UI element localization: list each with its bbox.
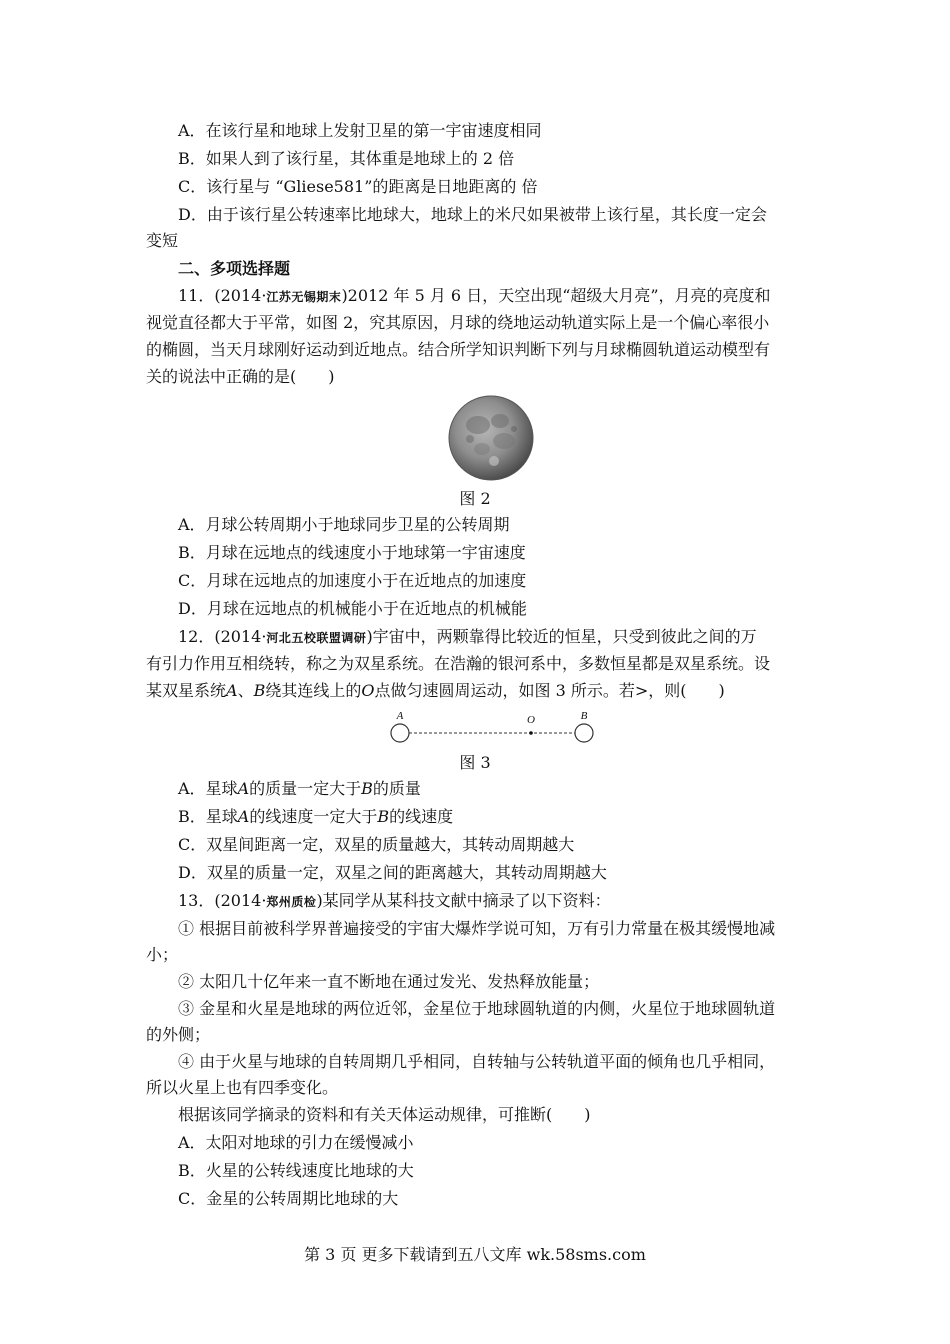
q12-stem-line3 [146,680,810,702]
star-a-circle [391,724,409,742]
q13-item1-line1: ① 根据目前被科学界普遍接受的宇宙大爆炸学说可知，万有引力常量在极其缓慢地减 [178,919,776,938]
q10-option-d: D．由于该行星公转速率比地球大，地球上的米尺如果被带上该行星，其长度一定会 [178,205,767,224]
q12-option-c: C．双星间距离一定，双星的质量越大，其转动周期越大 [178,835,575,854]
q13-option-c: C．金星的公转周期比地球的大 [178,1189,399,1208]
point-o-label: O [361,681,375,700]
q12-option-d: D．双星的质量一定，双星之间的距离越大，其转动周期越大 [178,863,607,882]
q11-stem-line4: 关的说法中正确的是( ) [146,367,335,386]
figure-label-a: A [396,710,404,722]
q13-question: 根据该同学摘录的资料和有关天体运动规律，可推断( ) [178,1105,591,1124]
point-o-dot [529,731,533,735]
q10-option-b: B．如果人到了该行星，其体重是地球上的 2 倍 [178,149,515,168]
q13-item3-line2: 的外侧； [146,1025,211,1044]
q13-item4-line1: ④ 由于火星与地球的自转周期几乎相同，自转轴与公转轨道平面的倾角也几乎相同， [178,1052,776,1071]
q11-source: 江苏无锡期末 [266,290,342,304]
q13-option-a: A．太阳对地球的引力在缓慢减小 [178,1133,414,1152]
q12-stem-line1 [178,626,842,649]
q11-stem-line3: 的椭圆，当天月球刚好运动到近地点。结合所学知识判断下列与月球椭圆轨道运动模型有 [146,340,771,359]
star-b-circle [575,724,593,742]
q11-stem-line1 [178,285,842,308]
moon-figure [448,395,534,481]
q13-stem-line1 [178,890,842,913]
q11-option-c: C．月球在远地点的加速度小于在近地点的加速度 [178,571,527,590]
page-footer: 第 3 页 更多下载请到五八文库 wk.58sms.com [304,1245,646,1264]
figure-label-b: B [580,710,588,722]
figure-label-o: O [527,714,535,726]
q12-stem-text: 、 [237,681,254,700]
q13-option-b: B．火星的公转线速度比地球的大 [178,1161,414,1180]
q11-stem-line2: 视觉直径都大于平常，如图 2，究其原因，月球的绕地运动轨道实际上是一个偏心率很小 [146,313,770,332]
q12-number: 12．(2014· [178,627,267,646]
figure-3-caption: 图 3 [459,753,491,772]
q12-stem-text: )宇宙中，两颗靠得比较近的恒星，只受到彼此之间的万 [366,627,757,646]
q11-option-a: A．月球公转周期小于地球同步卫星的公转周期 [178,515,510,534]
star-b-label: B [253,681,266,700]
q12-option-b: B．星球A的线速度一定大于B的线速度 [178,807,454,826]
q10-option-a: A．在该行星和地球上发射卫星的第一宇宙速度相同 [178,121,542,140]
q13-item2: ② 太阳几十亿年来一直不断地在通过发光、发热释放能量； [178,972,600,991]
q12-source: 河北五校联盟调研 [266,631,367,645]
q12-stem-text: 某双星系统 [146,681,227,700]
q13-stem-text: )某同学从某科技文献中摘录了以下资料： [316,891,611,910]
q11-stem-text: )2012 年 5 月 6 日，天空出现“超级大月亮”，月亮的亮度和 [341,286,771,305]
q13-number: 13．(2014· [178,891,267,910]
q11-option-b: B．月球在远地点的线速度小于地球第一宇宙速度 [178,543,526,562]
q13-item3-line1: ③ 金星和火星是地球的两位近邻，金星位于地球圆轨道的内侧，火星位于地球圆轨道 [178,999,776,1018]
q10-option-d-continued: 变短 [146,231,179,250]
section-heading: 二、多项选择题 [178,259,291,278]
q10-option-c: C．该行星与 “Gliese581”的距离是日地距离的 倍 [178,177,538,196]
q12-stem-line2: 有引力作用互相绕转，称之为双星系统。在浩瀚的银河系中，多数恒星都是双星系统。设 [146,654,771,673]
binary-star-figure [380,706,600,746]
q12-stem-text: 绕其连线上的 [265,681,362,700]
q13-source: 郑州质检 [266,895,317,909]
q12-stem-text: 点做匀速圆周运动，如图 3 所示。若>，则( ) [374,681,725,700]
q12-option-a: A．星球A的质量一定大于B的质量 [178,779,421,798]
q13-item1-line2: 小； [146,945,179,964]
q13-item4-line2: 所以火星上也有四季变化。 [146,1078,339,1097]
figure-2-caption: 图 2 [459,489,491,508]
q11-option-d: D．月球在远地点的机械能小于在近地点的机械能 [178,599,527,618]
star-a-label: A [226,681,238,700]
q11-number: 11．(2014· [178,286,267,305]
